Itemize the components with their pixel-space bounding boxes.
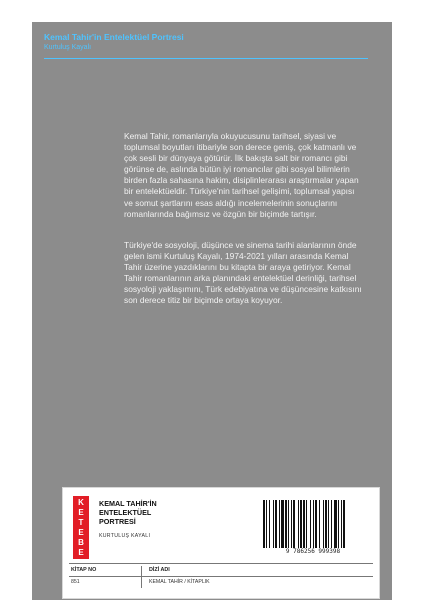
blurb-line: Tahir üzerine yazdıklarını bu kitapta bir araya getiriyor. Kemal (124, 262, 351, 273)
blurb-line: Tahir romanlarının arka planındaki entelektüel derinliği, tarihsel (124, 273, 357, 284)
barcode-bar (269, 500, 270, 548)
barcode-bar (319, 500, 320, 548)
label-book-title (99, 499, 157, 526)
label-divider (69, 563, 373, 564)
barcode-bar (323, 500, 324, 548)
logo-letter: K (78, 498, 84, 508)
header-divider (44, 58, 368, 59)
label-col-divider (141, 566, 142, 588)
logo-letter: B (78, 537, 84, 547)
blurb-line: çok sesli bir dünyaya götürür. İlk bakışta salt bir romancı gibi (124, 153, 348, 164)
book-info-label (62, 487, 380, 599)
barcode-bar (281, 500, 284, 548)
logo-letter: E (78, 508, 84, 518)
blurb-line: ve somut şartlarını esas aldığı incelemelerinin sonuçlarını (124, 197, 338, 208)
barcode-bar (266, 500, 267, 548)
barcode-bar (313, 500, 314, 548)
blurb-paragraph-1 (124, 131, 368, 220)
barcode-bar (310, 500, 311, 548)
series-name: KEMAL TAHİR / KİTAPLIK (149, 579, 210, 585)
blurb-line: Kemal Tahir, romanlarıyla okuyucusunu tarihsel, siyasi ve (124, 131, 337, 141)
barcode-bar (293, 500, 295, 548)
barcode-bar (325, 500, 327, 548)
blurb-line: görünse de, aslında bütün iyi romancılar gibi sosyal bilimlerin (124, 164, 350, 175)
barcode-bar (315, 500, 317, 548)
barcode-bar (328, 500, 329, 548)
header-author: Kurtuluş Kayalı (44, 44, 92, 51)
blurb-line: bir entelektüeldir. Türkiye'nin tarihsel gelişimi, toplumsal yapısı (124, 186, 355, 197)
barcode-bar (343, 500, 345, 548)
publisher-logo (73, 496, 89, 559)
blurb-line: gelen ismi Kurtuluş Kayalı, 1974-2021 yılları arasında Kemal (124, 251, 349, 262)
col-header-series: DİZİ ADI (149, 567, 170, 573)
barcode-bar (338, 500, 339, 548)
barcode-bar (306, 500, 307, 548)
barcode-bar (331, 500, 332, 548)
barcode-bar (285, 500, 287, 548)
col-header-book-no: KİTAP NO (71, 567, 97, 573)
barcode-bar (341, 500, 342, 548)
header-title: Kemal Tahir'in Entelektüel Portresi (44, 32, 184, 42)
barcode-bar (275, 500, 277, 548)
barcode-bar (279, 500, 280, 548)
barcode-bar (288, 500, 289, 548)
logo-letter: T (78, 518, 84, 528)
blurb-line: sosyoloji yaklaşımını, Türk edebiyatına ve düşüncesine katkısını (124, 284, 362, 295)
barcode-number: 9 786256 999398 (259, 548, 367, 555)
barcode-bar (291, 500, 292, 548)
barcode-bar (273, 500, 274, 548)
barcode-bar (300, 500, 302, 548)
title-line: PORTRESİ (99, 517, 136, 526)
barcode-bar (303, 500, 305, 548)
label-author: KURTULUŞ KAYALI (99, 533, 151, 539)
blurb-paragraph-2 (124, 240, 368, 307)
logo-letter: E (78, 527, 84, 537)
blurb-line: birden fazla sahasına hakim, disiplinlerarası araştırmalar yapan (124, 175, 359, 186)
label-row-divider (69, 576, 373, 577)
barcode-bars (259, 498, 367, 550)
book-number: 851 (71, 579, 80, 585)
blurb-line: toplumsal boyutları itibariyle son derece geniş, çok katmanlı ve (124, 142, 357, 153)
title-line: ENTELEKTÜEL (99, 508, 152, 517)
barcode-bar (298, 500, 299, 548)
back-cover (32, 22, 392, 600)
barcode-bar (334, 500, 337, 548)
logo-letter: E (78, 547, 84, 557)
blurb-line: Türkiye'de sosyoloji, düşünce ve sinema tarihi alanlarının önde (124, 240, 357, 250)
blurb-line: romanlarında bağımsız ve özgün bir biçimde tartışır. (124, 208, 317, 219)
title-line: KEMAL TAHİR'İN (99, 499, 157, 508)
barcode-bar (263, 500, 265, 548)
blurb-line: son derece titiz bir biçimde ortaya koyuyor. (124, 295, 283, 306)
